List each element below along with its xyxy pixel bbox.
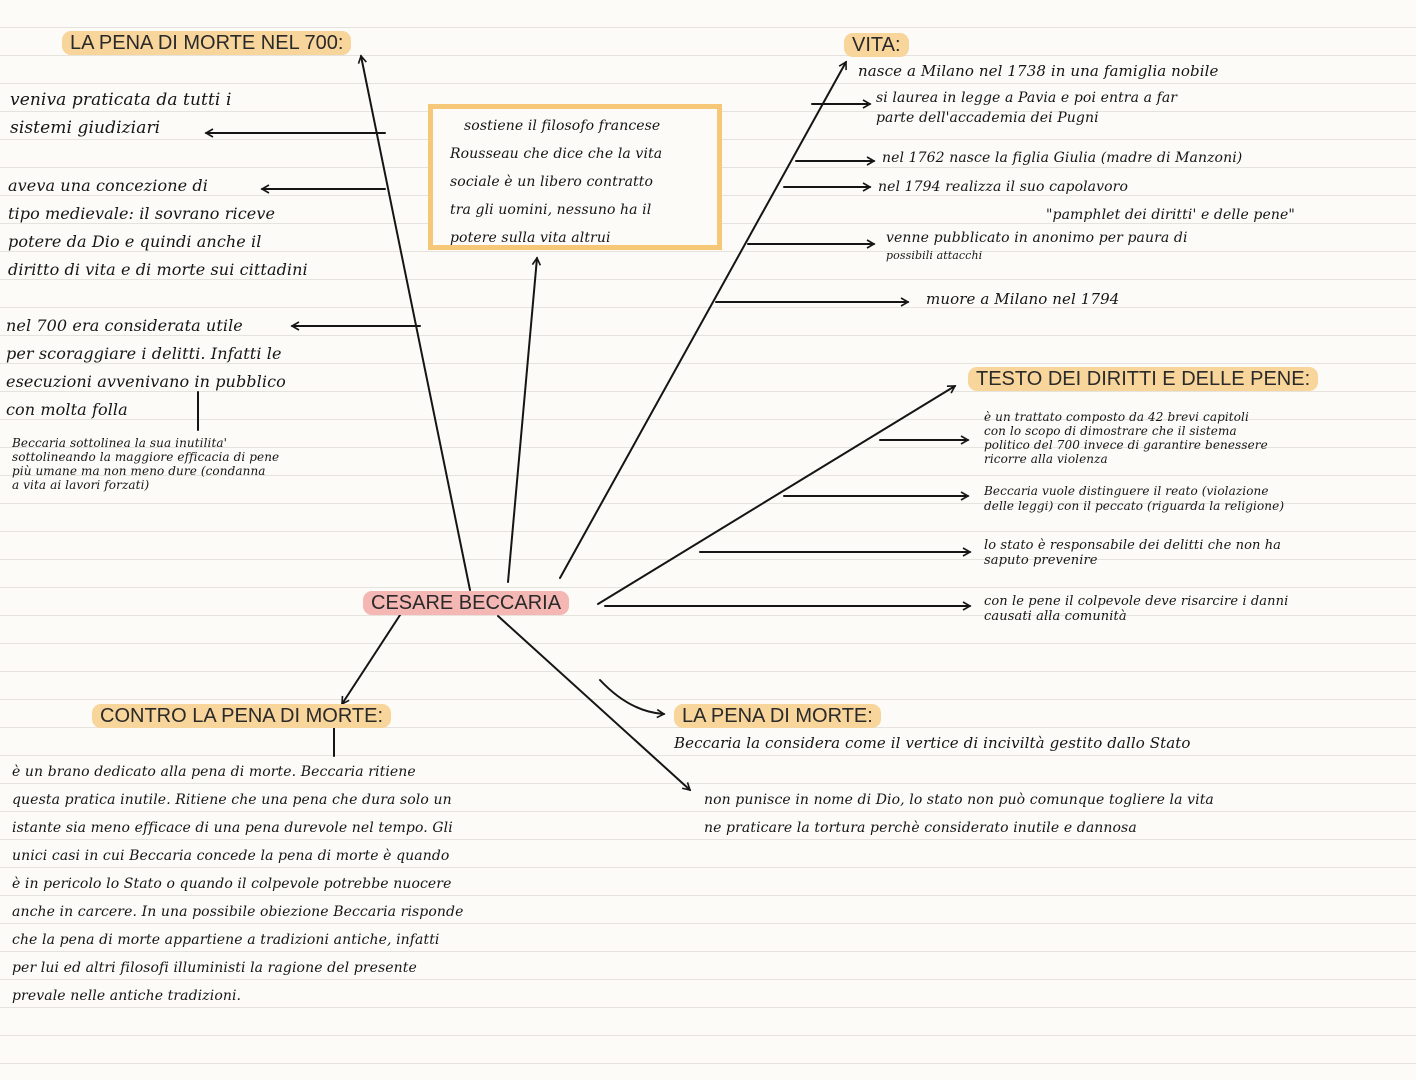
note-line: più umane ma non meno dure (condanna <box>12 464 266 478</box>
vita-item-4 <box>878 173 1295 229</box>
note-line: sociale è un libero contratto <box>450 174 654 190</box>
note-line: sistemi giudiziari <box>10 118 161 138</box>
note-line: anche in carcere. In una possibile obiezione Beccaria risponde <box>12 904 464 920</box>
heading-pena-morte: LA PENA DI MORTE: <box>674 704 881 728</box>
note-line: è un brano dedicato alla pena di morte. Beccaria ritiene <box>12 764 416 780</box>
note-line: sostiene il filosofo francese <box>464 118 661 134</box>
heading-pena-700: LA PENA DI MORTE NEL 700: <box>62 31 351 55</box>
link-to-contro <box>342 612 402 704</box>
note-line: sottolineando la maggiore efficacia di pene <box>12 450 280 464</box>
pena-line-2 <box>704 786 1214 842</box>
note-line: muore a Milano nel 1794 <box>926 290 1120 308</box>
contro-text <box>12 758 463 1010</box>
note-line: nasce a Milano nel 1738 in una famiglia nobile <box>858 62 1219 80</box>
vita-item-1 <box>858 58 1219 84</box>
note-line: causati alla comunità <box>984 609 1127 624</box>
pena-line-1 <box>674 730 1191 756</box>
note-line: tra gli uomini, nessuno ha il <box>450 202 652 218</box>
note-line: non punisce in nome di Dio, lo stato non può comunque togliere la vita <box>704 792 1214 808</box>
note-line: tipo medievale: il sovrano riceve <box>8 204 276 223</box>
link-to-rousseau-box <box>508 258 537 582</box>
heading-contro: CONTRO LA PENA DI MORTE: <box>92 704 391 728</box>
note-inutilita <box>12 436 279 492</box>
note-line: ricorre alla violenza <box>984 452 1108 466</box>
note-line: saputo prevenire <box>984 553 1098 568</box>
vita-item-5 <box>886 230 1188 264</box>
note-line: diritto di vita e di morte sui cittadini <box>8 260 308 279</box>
testo-item-3 <box>984 538 1281 568</box>
note-line: Beccaria sottolinea la sua inutilita' <box>12 436 228 450</box>
note-line: nel 1794 realizza il suo capolavoro <box>878 179 1128 195</box>
note-line: nel 1762 nasce la figlia Giulia (madre di Manzoni) <box>882 150 1243 166</box>
note-line: politico del 700 invece di garantire benessere <box>984 438 1268 452</box>
note-praticata <box>10 86 231 142</box>
note-line: prevale nelle antiche tradizioni. <box>12 988 242 1004</box>
note-line: per scoraggiare i delitti. Infatti le <box>6 344 282 363</box>
note-line: è in pericolo lo Stato o quando il colpevole potrebbe nuocere <box>12 876 452 892</box>
note-line: che la pena di morte appartiene a tradizioni antiche, infatti <box>12 932 440 948</box>
center-node: CESARE BECCARIA <box>363 591 569 615</box>
note-line: è un trattato composto da 42 brevi capitoli <box>984 410 1249 424</box>
note-line: venne pubblicato in anonimo per paura di <box>886 230 1188 246</box>
vita-item-3 <box>882 145 1242 171</box>
testo-item-1 <box>984 410 1268 466</box>
testo-item-2 <box>984 484 1284 514</box>
note-line: unici casi in cui Beccaria concede la pena di morte è quando <box>12 848 450 864</box>
note-line: istante sia meno efficace di una pena durevole nel tempo. Gli <box>12 820 453 836</box>
rousseau-text <box>450 112 662 252</box>
note-line: veniva praticata da tutti i <box>10 90 232 110</box>
note-line: possibili attacchi <box>886 249 983 262</box>
link-to-pena-morte <box>600 680 664 714</box>
note-concezione <box>8 172 308 284</box>
note-line: ne praticare la tortura perchè considerato inutile e dannosa <box>704 820 1137 836</box>
vita-item-6 <box>926 287 1119 311</box>
note-line: esecuzioni avvenivano in pubblico <box>6 372 286 391</box>
note-line: delle leggi) con il peccato (riguarda la religione) <box>984 499 1285 513</box>
heading-testo: TESTO DEI DIRITTI E DELLE PENE: <box>968 367 1318 391</box>
note-line: Beccaria vuole distinguere il reato (violazione <box>984 484 1269 498</box>
note-line: con molta folla <box>6 400 128 419</box>
note-line: questa pratica inutile. Ritiene che una pena che dura solo un <box>12 792 452 808</box>
note-line: Rousseau che dice che la vita <box>450 146 663 162</box>
note-utile <box>6 312 286 424</box>
note-line: a vita ai lavori forzati) <box>12 478 150 492</box>
note-line: potere sulla vita altrui <box>450 230 611 246</box>
note-line: parte dell'accademia dei Pugni <box>876 110 1099 126</box>
link-to-pena-morte-note <box>498 616 690 790</box>
note-line: "pamphlet dei diritti' e delle pene" <box>1046 207 1295 223</box>
note-line: si laurea in legge a Pavia e poi entra a far <box>876 90 1178 106</box>
note-line: Beccaria la considera come il vertice di inciviltà gestito dallo Stato <box>674 734 1191 752</box>
note-line: per lui ed altri filosofi illuministi la ragione del presente <box>12 960 417 976</box>
note-line: potere da Dio e quindi anche il <box>8 232 262 251</box>
note-line: aveva una concezione di <box>8 176 208 195</box>
heading-vita: VITA: <box>844 33 909 57</box>
vita-item-2 <box>876 88 1177 128</box>
testo-item-4 <box>984 594 1288 624</box>
note-line: con le pene il colpevole deve risarcire i danni <box>984 594 1289 609</box>
note-line: lo stato è responsabile dei delitti che non ha <box>984 538 1282 553</box>
note-line: nel 700 era considerata utile <box>6 316 243 335</box>
note-line: con lo scopo di dimostrare che il sistema <box>984 424 1237 438</box>
